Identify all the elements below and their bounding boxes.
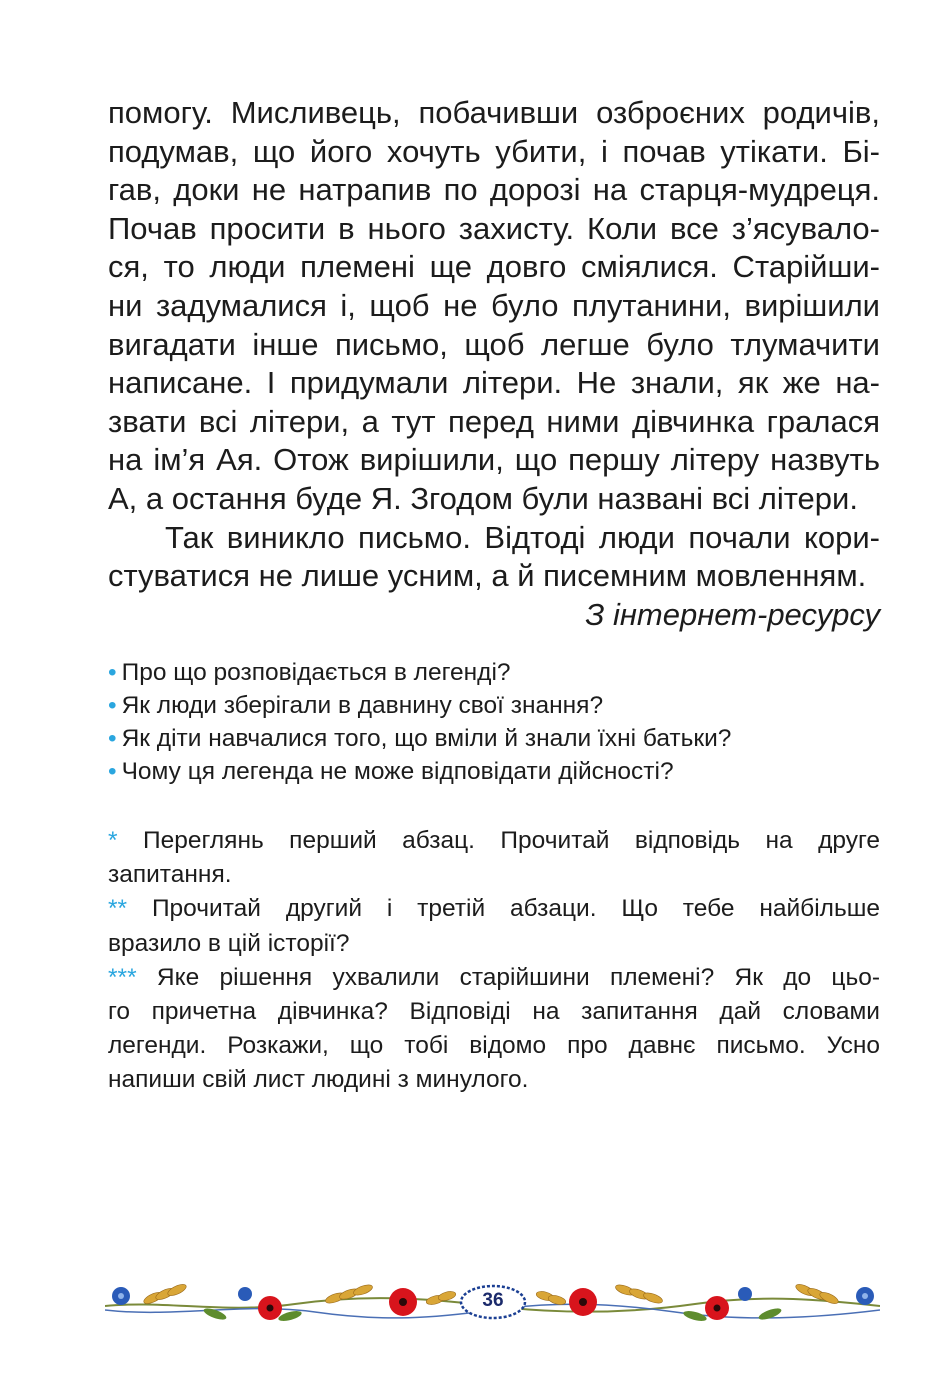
page-number: 36 [482,1290,504,1311]
questions-list [108,656,888,788]
story-line: Так виникло письмо. Відтоді люди почали кори- [165,519,880,555]
story-line: на ім’я Ая. Отож вирішили, що першу літеру назвуть [108,442,880,478]
task-line [108,961,880,995]
question-item [108,656,888,689]
bullet-icon: • [108,725,117,752]
story-line: подумав, що його хочуть убити, і почав утікати. Бі- [108,133,880,169]
question-item [108,722,888,755]
footer-ornament [105,1274,880,1334]
story-line: помогу. Мисливець, побачивши озброєних родичів, [108,95,880,130]
difficulty-stars: * [108,827,118,854]
bullet-icon: • [108,758,117,785]
story-line: вигадати інше письмо, щоб легше було тлумачити [108,326,880,362]
story-text [108,94,880,634]
difficulty-stars: ** [108,895,128,923]
story-line: написане. І придумали літери. Не знали, як же на- [108,365,880,401]
task-text: Прочитай другий і третій абзаци. Що тебе найбільше [151,895,880,923]
story-line: стуватися не лише усним, а й писемним мовленням. [108,558,867,594]
question-text: Як люди зберігали в давнину свої знання? [121,692,604,719]
story-line: А, а остання буде Я. Згодом були названі всі літери. [108,480,858,516]
question-text: Як діти навчалися того, що вміли й знали їхні батьки? [121,725,732,752]
question-text: Про що розповідається в легенді? [121,659,511,686]
story-line: ни задумалися і, щоб не було плутанини, вирішили [108,287,880,323]
question-item [108,689,888,722]
task-line [108,892,880,926]
task-line: напиши свій лист людині з минулого. [108,1066,529,1094]
story-line: ся, то люди племені ще довго сміялися. Старійши- [108,249,880,285]
task-line: легенди. Розкажи, що тобі відомо про давнє письмо. Усно [108,1032,880,1060]
task-line [108,824,880,858]
source-attribution: З інтернет-ресурсу [585,596,880,632]
story-line: Почав просити в нього захисту. Коли все з’ясувало- [108,210,880,246]
question-item [108,755,888,788]
story-line: гав, доки не натрапив по дорозі на старця-мудреця. [108,172,880,208]
bullet-icon: • [108,692,117,719]
difficulty-stars: *** [108,963,137,991]
question-text: Чому ця легенда не може відповідати дійсності? [121,758,674,785]
task-text: Переглянь перший абзац. Прочитай відповідь на друге [143,827,881,854]
task-line: запитання. [108,861,232,889]
bullet-icon: • [108,659,117,686]
task-line: го причетна дівчинка? Відповіді на запитання дай словами [108,997,880,1025]
task-line: вразило в цій історії? [108,929,350,957]
tasks-section [108,824,880,1098]
task-text: Яке рішення ухвалили старійшини племені? Як до цьо- [156,963,880,991]
story-line: звати всі літери, а тут перед ними дівчинка гралася [108,403,880,439]
